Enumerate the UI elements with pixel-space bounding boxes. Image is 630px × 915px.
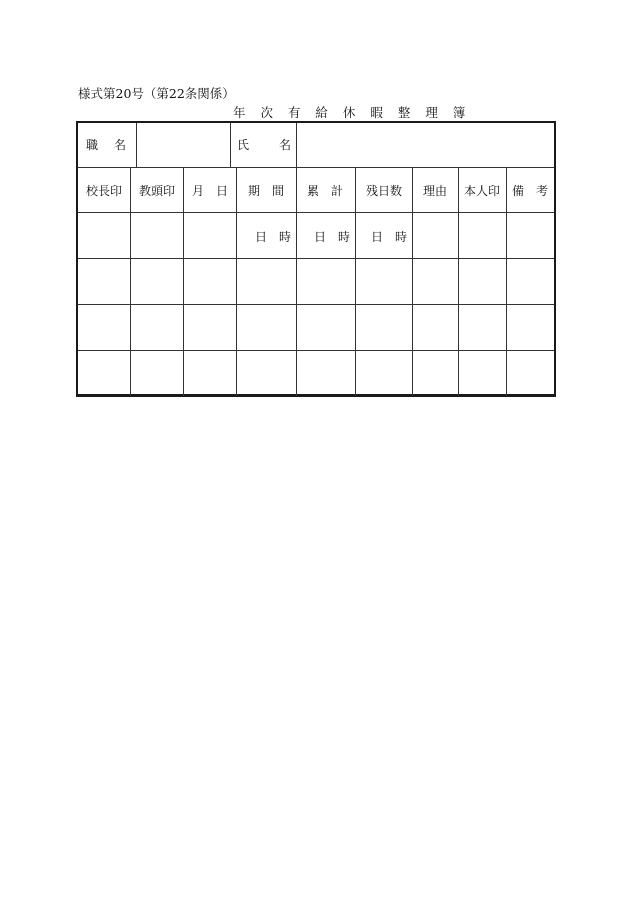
info-divider-3	[296, 123, 297, 167]
rule-after-header	[78, 212, 554, 213]
header-applicant-seal: 本人印	[463, 184, 501, 198]
remaining-unit-label: 日 時	[370, 230, 408, 244]
rule-after-info	[78, 167, 554, 168]
header-remarks: 備 考	[511, 184, 549, 198]
table-row[interactable]	[78, 259, 554, 304]
header-remaining-days: 残日数	[365, 184, 403, 198]
info-divider-2	[230, 123, 231, 167]
form-number: 様式第20号（第22条関係）	[78, 86, 235, 101]
header-reason: 理由	[422, 184, 448, 198]
table-row[interactable]	[78, 351, 554, 396]
period-unit-label: 日 時	[254, 230, 292, 244]
header-principal-seal: 校長印	[85, 184, 123, 198]
position-label: 職 名	[86, 138, 129, 152]
header-month-day: 月 日	[191, 184, 229, 198]
name-label: 氏 名	[237, 138, 294, 152]
header-period: 期 間	[247, 184, 285, 198]
table-row[interactable]	[78, 305, 554, 350]
header-cumulative: 累 計	[306, 184, 344, 198]
header-vice-principal-seal: 教頭印	[138, 184, 176, 198]
cumulative-unit-label: 日 時	[313, 230, 351, 244]
leave-register-table	[76, 121, 556, 397]
info-divider-1	[136, 123, 137, 167]
form-title: 年 次 有 給 休 暇 整 理 簿	[233, 105, 471, 120]
